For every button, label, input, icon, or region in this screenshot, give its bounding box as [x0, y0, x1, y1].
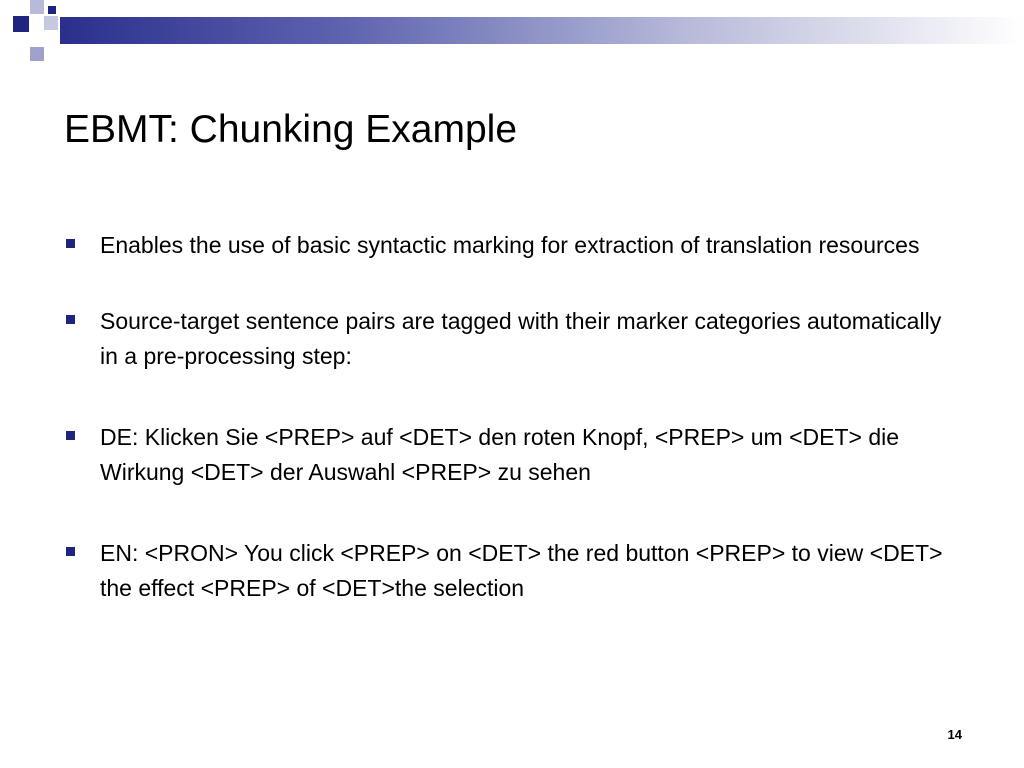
bullet-square-icon — [66, 315, 75, 324]
bullet-square-icon — [66, 239, 75, 248]
bullet-text: Source-target sentence pairs are tagged with their marker categories automatically in a pre-processing step: — [100, 308, 942, 369]
bullet-text: Enables the use of basic syntactic marking for extraction of translation resources — [100, 232, 920, 258]
decorative-square-navy-small — [48, 6, 56, 14]
decorative-square-light — [44, 16, 58, 30]
bullet-square-icon — [66, 431, 75, 440]
decorative-square-light — [30, 0, 44, 14]
header-gradient-band — [60, 17, 1024, 44]
bullet-text: EN: <PRON> You click <PREP> on <DET> the red button <PREP> to view <DET> the effect <PREP> of <DET>the selection — [100, 540, 943, 601]
slide-title: EBMT: Chunking Example — [64, 108, 518, 151]
decorative-square-navy — [13, 16, 29, 32]
bullet-text: DE: Klicken Sie <PREP> auf <DET> den roten Knopf, <PREP> um <DET> die Wirkung <DET> der Auswahl <PREP> zu sehen — [100, 424, 900, 485]
bullet-square-icon — [66, 547, 75, 556]
decorative-square-light — [30, 47, 44, 61]
page-number: 14 — [947, 727, 962, 742]
